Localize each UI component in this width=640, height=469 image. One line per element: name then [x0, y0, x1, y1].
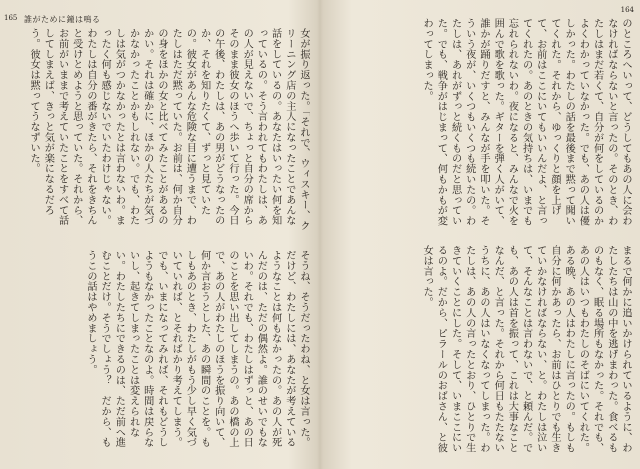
right-lower-text-block — [330, 245, 632, 458]
right-page-number: 164 — [620, 6, 634, 14]
right-upper-text-block — [330, 18, 632, 231]
left-lower-text-block — [8, 250, 310, 458]
running-head: 誰がために鐘は鳴る — [24, 15, 101, 24]
left-page — [0, 0, 318, 469]
left-page-number: 165 — [4, 14, 18, 22]
left-lower-paragraph: そうね、そうだったわね、と女は言った。だけど、わたしには、あなたが考えているようなことは何もなかったの。あの人が死んだのは、ただの偶然よ。誰のせいでもないわ。それでも、わたしはずっと、あの日のことを思い出してしまうの。あの橋の上で、あの人がわたしのほうを振り向いて、何か言おうとした、あの瞬間のことを。もしもあのとき、わたしがもう少し早く気づいていれば、とそればかり考えてしまう。でも、いまになってみれば、それもどうしようもなかったことなのよ。時間は戻らないし、起きてしまったことは変えられない。わたしたちにできるのは、ただ前へ進むことだけ。そうでしょう？ だから、もうこの話はやめましょう。 — [84, 249, 309, 448]
right-page-body — [330, 18, 632, 457]
left-page-body — [8, 28, 310, 457]
right-lower-paragraph: まるで何かに追いかけられているように、わたしたちは山の中を逃げまわった。食べるものもなく、眠る場所もなかった。それでも、あの人はいつもわたしのそばにいてくれた。ある晩、あの人はわたしに言ったの。もしも自分に何かあったら、お前はひとりでも生きていかなければならない、と。わたしは泣いて、そんなことは言わないで、と頼んだ。でも、あの人は首を振って、これは大事なことなんだ、と言った。それから何日もたたないうちに、あの人はいなくなってしまった。わたしは、あの人の言ったとおり、ひとりで生きていくことにした。そして、いまここにいるのよ。だから、ピラールのおばさん、と彼女は言った。 — [421, 244, 631, 453]
right-upper-paragraph: のところへいって、どうしてもあの人に会わなければならないと言ったの。そのとき、わたしはまだ若くて、自分が何をしているのかよくわかっていなかった。でも、あの人は優しかった。わたしの話を最後まで黙って聞いてくれた。それから、ゆっくりと顔を上げて、お前はここにいてもいいんだよ、と言ってくれたの。あのときの気持ちは、いまでも忘れられないわ。夜になると、みんなで火を囲んで歌を歌った。ギターを弾く人がいて、誰かが踊りだすと、みんなが手を叩いた。そういう夜が、いくつもいくつも続いたの。わたしは、あれがずっと続くものだと思っていた。でも、戦争がはじまって、何もかもが変わってしまった。 — [421, 18, 631, 226]
right-page — [322, 0, 640, 469]
left-upper-text-block — [8, 28, 310, 236]
left-upper-paragraph: 女が振り返った。「それで、ウィスキー、クリーニング店の主人になったことであんな話をしているの。あなたはいったい何を知っているの。そう言われてもわたしは、あの人が見えないで、ちょっと自分の席からそのまま彼女のほうへ歩いて行った。今日の午後、わたしは、あの男がどうなったのか、それを知りたくて、ずっと見ていたの。彼女があんな危険な目に遭うまで、わたしはただ黙っていた。お前は、何か自分の身をほかの女と比べてみたことがあるのかい。それは確かに、ほかの人たちが気づかなかったことかもしれない。でも、わたしは気がつかなかったとは言わないわ。まったく何も感じないでいたわけじゃない。わたしは自分の番がきたら、それをきちんと受けとめようと思っていた。それから、お前がいままで考えていたことをすべて話してしまえば、きっと気が楽になるだろう。彼女は黙ってうなずいた。 — [28, 28, 309, 231]
